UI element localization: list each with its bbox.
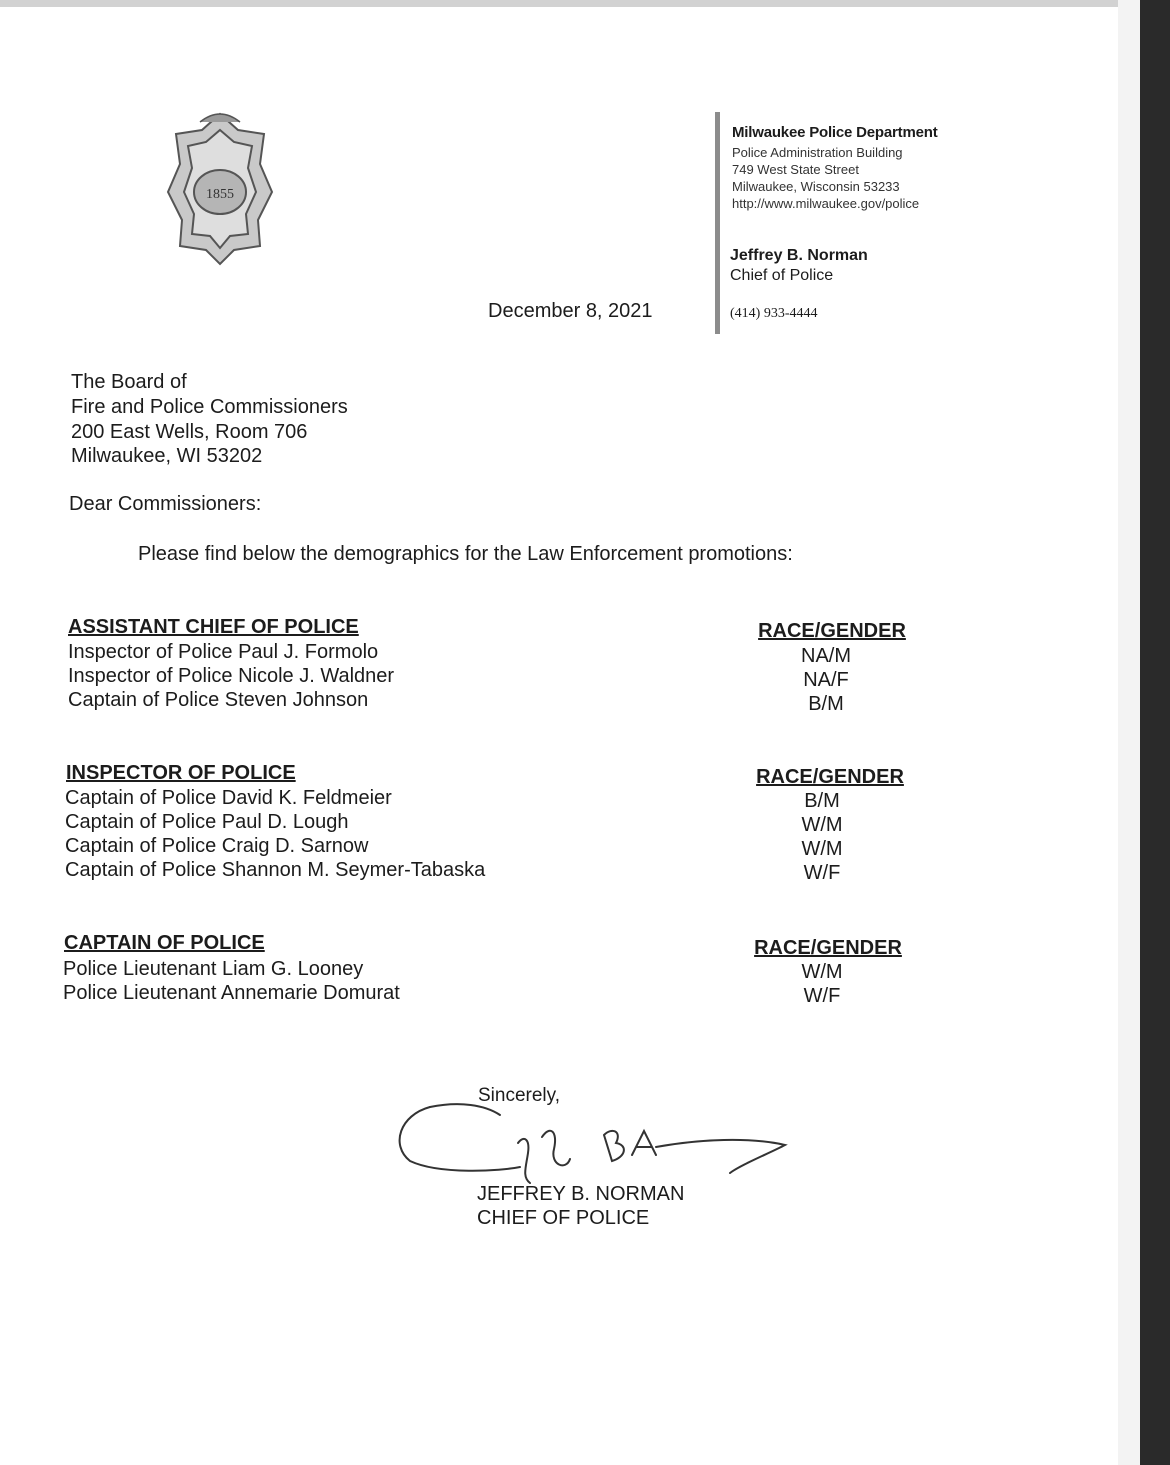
intro-paragraph: Please find below the demographics for the Law Enforcement promotions: [138,543,793,565]
race-gender-value: W/F [803,862,841,884]
race-gender-value: W/M [801,838,843,860]
address-line: 749 West State Street [732,162,859,177]
race-gender-value: B/M [804,790,840,812]
promotion-entry-name: Captain of Police Craig D. Sarnow [65,835,369,857]
handwritten-signature [390,1095,800,1195]
chief-name: Jeffrey B. Norman [730,247,868,264]
police-badge-seal [160,108,280,268]
scan-top-shadow [0,0,1140,7]
department-name: Milwaukee Police Department [732,124,938,141]
promotion-entry-name: Captain of Police Paul D. Lough [65,811,349,833]
recipient-line: Milwaukee, WI 53202 [71,445,263,467]
race-gender-header: RACE/GENDER [758,620,906,642]
recipient-line: Fire and Police Commissioners [71,396,348,418]
scan-right-edge [1140,0,1170,1465]
closing-sincerely: Sincerely, [478,1085,561,1106]
chief-title: Chief of Police [730,267,834,284]
section-title-assistant-chief: ASSISTANT CHIEF OF POLICE [68,616,359,638]
race-gender-value: W/M [801,814,843,836]
promotion-entry-name: Captain of Police Shannon M. Seymer-Tabaska [65,859,486,881]
race-gender-value: NA/M [801,645,851,667]
section-title-inspector: INSPECTOR OF POLICE [66,762,296,784]
promotion-entry-name: Police Lieutenant Liam G. Looney [63,958,364,980]
section-title-captain: CAPTAIN OF POLICE [64,932,265,954]
race-gender-header: RACE/GENDER [754,937,902,959]
phone-number: (414) 933-4444 [730,306,818,321]
recipient-line: 200 East Wells, Room 706 [71,421,308,443]
promotion-entry-name: Captain of Police Steven Johnson [68,689,369,711]
race-gender-value: W/F [803,985,841,1007]
svg-text:1855: 1855 [206,187,234,202]
recipient-line: The Board of [71,371,187,393]
letterhead-divider [715,112,720,334]
race-gender-value: B/M [808,693,844,715]
letter-date: December 8, 2021 [488,300,653,322]
race-gender-header: RACE/GENDER [756,766,904,788]
greeting: Dear Commissioners: [69,493,262,515]
race-gender-value: W/M [801,961,843,983]
promotion-entry-name: Inspector of Police Paul J. Formolo [68,641,379,663]
signer-name: JEFFREY B. NORMAN [477,1183,685,1205]
address-line: Police Administration Building [732,145,903,160]
signer-title: CHIEF OF POLICE [477,1207,650,1229]
promotion-entry-name: Captain of Police David K. Feldmeier [65,787,392,809]
scan-right-margin [1118,0,1140,1465]
address-line: Milwaukee, Wisconsin 53233 [732,179,900,194]
race-gender-value: NA/F [803,669,849,691]
website-line: http://www.milwaukee.gov/police [732,196,920,211]
promotion-entry-name: Inspector of Police Nicole J. Waldner [68,665,395,687]
promotion-entry-name: Police Lieutenant Annemarie Domurat [63,982,400,1004]
